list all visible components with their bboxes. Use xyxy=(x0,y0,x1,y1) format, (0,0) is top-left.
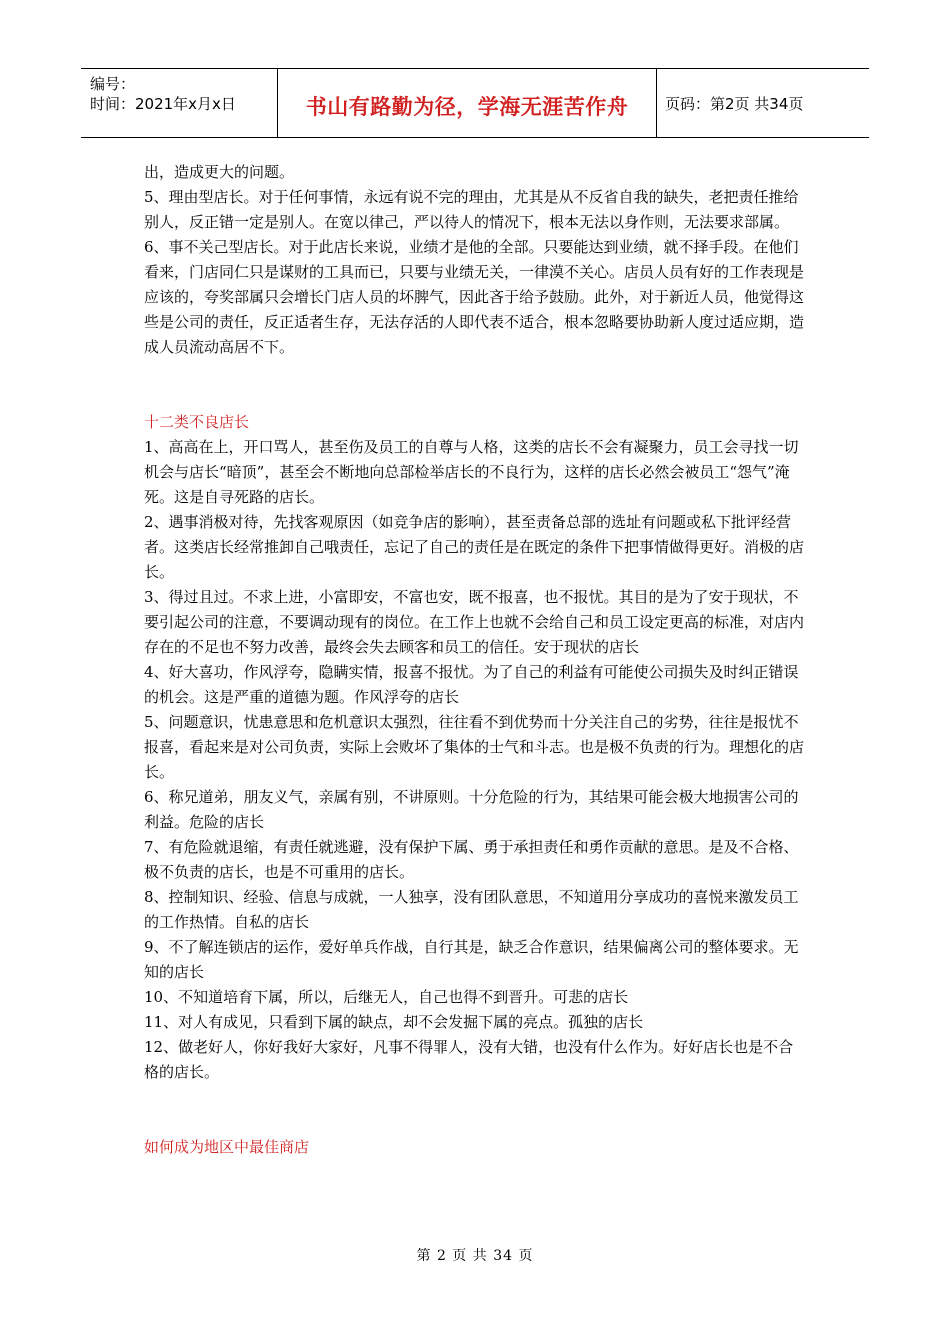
list-item: 11、对人有成见，只看到下属的缺点，却不会发掘下属的亮点。孤独的店长 xyxy=(144,1013,644,1031)
section-heading: 十二类不良店长 xyxy=(144,413,250,431)
page-footer: 第 2 页 共 34 页 xyxy=(416,1248,534,1264)
list-item: 1、高高在上，开口骂人，甚至伤及员工的自尊与人格，这类的店长不会有凝聚力，员工会寻找一切机会与店长“暗顶”，甚至会不断地向总部检举店长的不良行为，这样的店长必然会被员工“怨气”淹死。这是自寻死路的店长。 xyxy=(144,438,799,506)
list-item: 6、称兄道弟，朋友义气，亲属有别，不讲原则。十分危险的行为，其结果可能会极大地损害公司的利益。危险的店长 xyxy=(144,788,799,831)
page-header xyxy=(81,68,869,138)
list-item: 4、好大喜功，作风浮夸，隐瞒实情，报喜不报忧。为了自己的利益有可能使公司损失及时纠正错误的机会。这是严重的道德为题。作风浮夸的店长 xyxy=(144,663,799,706)
header-page-number: 页码：第2页 共34页 xyxy=(665,95,804,113)
list-item: 12、做老好人，你好我好大家好，凡事不得罪人，没有大错，也没有什么作为。好好店长也是不合格的店长。 xyxy=(144,1038,794,1081)
list-item: 2、遇事消极对待，先找客观原因（如竞争店的影响），甚至责备总部的选址有问题或私下批评经营者。这类店长经常推卸自己哦责任，忘记了自己的责任是在既定的条件下把事情做得更好。消极的店长。 xyxy=(144,513,805,581)
paragraph: 出，造成更大的问题。 xyxy=(144,163,295,181)
document-body xyxy=(144,160,808,1160)
section-heading: 如何成为地区中最佳商店 xyxy=(144,1138,310,1156)
serial-label: 编号： xyxy=(90,75,136,93)
paragraph: 6、事不关己型店长。对于此店长来说，业绩才是他的全部。只要能达到业绩，就不择手段。在他们看来，门店同仁只是谋财的工具而已，只要与业绩无关，一律漠不关心。店员人员有好的工作表现是应该的，夸奖部属只会增长门店人员的坏脾气，因此吝于给予鼓励。此外，对于新近人员，他觉得这些是公司的责任，反正适者生存，无法存活的人即代表不适合，根本忽略要协助新人度过适应期，造成人员流动高居不下。 xyxy=(144,238,805,356)
header-page-cell xyxy=(657,69,869,137)
list-item: 3、得过且过。不求上进，小富即安，不富也安，既不报喜，也不报忧。其目的是为了安于现状，不要引起公司的注意，不要调动现有的岗位。在工作上也就不会给自己和员工设定更高的标准，对店内存在的不足也不努力改善，最终会失去顾客和员工的信任。安于现状的店长 xyxy=(144,588,805,656)
list-item: 10、不知道培育下属，所以，后继无人，自己也得不到晋升。可悲的店长 xyxy=(144,988,629,1006)
header-info-cell xyxy=(81,69,278,137)
list-item: 5、问题意识，忧患意思和危机意识太强烈，往往看不到优势而十分关注自己的劣势，往往是报忧不报喜，看起来是对公司负责，实际上会败坏了集体的士气和斗志。也是极不负责的行为。理想化的店长。 xyxy=(144,713,805,781)
date-label: 时间：2021年x月x日 xyxy=(90,95,236,113)
list-item: 7、有危险就退缩，有责任就逃避，没有保护下属、勇于承担责任和勇作贡献的意思。是及不合格、极不负责的店长，也是不可重用的店长。 xyxy=(144,838,799,881)
list-item: 8、控制知识、经验、信息与成就，一人独享，没有团队意思，不知道用分享成功的喜悦来激发员工的工作热情。自私的店长 xyxy=(144,888,799,931)
list-item: 9、不了解连锁店的运作，爱好单兵作战，自行其是，缺乏合作意识，结果偏离公司的整体要求。无知的店长 xyxy=(144,938,799,981)
motto: 书山有路勤为径，学海无涯苦作舟 xyxy=(305,95,629,119)
header-motto-cell xyxy=(278,69,657,137)
paragraph: 5、理由型店长。对于任何事情，永远有说不完的理由，尤其是从不反省自我的缺失，老把责任推给别人，反正错一定是别人。在宽以律己，严以待人的情况下，根本无法以身作则，无法要求部属。 xyxy=(144,188,799,231)
